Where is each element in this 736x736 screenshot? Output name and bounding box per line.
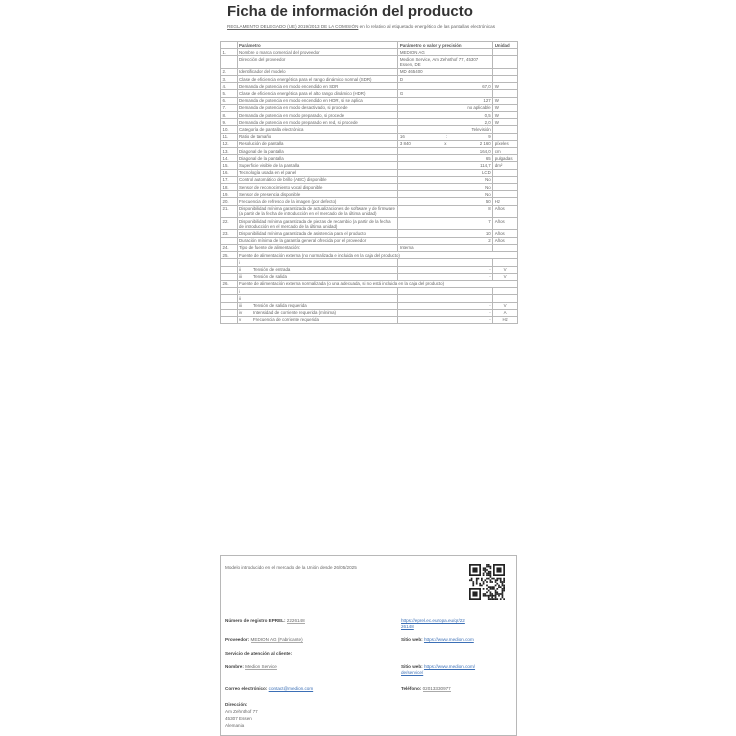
table-row	[221, 191, 518, 198]
row-param: Resolución de pantalla	[237, 140, 398, 147]
row-unit: W	[493, 104, 518, 111]
row-unit	[493, 191, 518, 198]
row-num: 18.	[221, 184, 238, 191]
row-param: Clase de eficiencia energética para el alto rango dinámico (HDR)	[237, 90, 398, 97]
sub-unit: V	[493, 273, 518, 280]
row-value: G	[398, 90, 493, 97]
table-row	[221, 176, 518, 183]
row-value: 67,0	[398, 83, 493, 90]
row-unit: W	[493, 112, 518, 119]
row-num: 2.	[221, 68, 238, 75]
row-num	[221, 302, 238, 309]
row-param: Diagonal de la pantalla	[237, 148, 398, 155]
psu-ext-title-row	[221, 252, 518, 259]
row-num: 25.	[221, 252, 238, 259]
table-row	[221, 68, 518, 75]
header-unit: Unidad	[493, 42, 518, 49]
eprel-link-cont[interactable]: 26148	[401, 624, 414, 629]
table-row	[221, 49, 518, 56]
row-param: Demanda de potencia en modo encendido en HDR, si se aplica	[237, 97, 398, 104]
header-param: Parámetro	[237, 42, 398, 49]
name-label: Nombre:	[225, 664, 244, 669]
row-param: Sensor de presencia disponible	[237, 191, 398, 198]
footer-box	[220, 555, 517, 736]
row-param: Nombre o marca comercial del proveedor	[237, 49, 398, 56]
table-row	[221, 119, 518, 126]
row-param: Control automático de brillo (ABC) disponible	[237, 176, 398, 183]
row-param: Demanda de potencia en modo encendido en SDR	[237, 83, 398, 90]
row-num: 14.	[221, 155, 238, 162]
row-num	[221, 259, 238, 266]
website-link[interactable]: https://www.medion.com	[423, 637, 474, 642]
row-param: Diagonal de la pantalla	[237, 155, 398, 162]
row-num: 16.	[221, 169, 238, 176]
sub-param	[237, 295, 398, 302]
address-line-1: Am Zehnthof 77	[225, 709, 258, 714]
table-row	[221, 244, 518, 251]
sub-param	[237, 316, 398, 323]
provider-value: MEDION AG (Fabricante)	[250, 637, 303, 642]
table-row	[221, 97, 518, 104]
row-num	[221, 309, 238, 316]
row-unit	[493, 126, 518, 133]
sub-unit	[493, 259, 518, 266]
row-unit: Años	[493, 237, 518, 244]
row-num	[221, 266, 238, 273]
row-unit	[493, 184, 518, 191]
spec-table	[220, 41, 518, 324]
sub-row	[221, 266, 518, 273]
sub-value: -	[398, 309, 493, 316]
row-num: 15.	[221, 162, 238, 169]
row-unit	[493, 169, 518, 176]
row-param: Demanda de potencia en modo desactivado, si procede	[237, 104, 398, 111]
regulation-desc: en lo relativo al etiquetado energético de las pantallas electrónicas	[358, 24, 496, 29]
phone-value: 02013330977	[422, 686, 451, 691]
row-value: Televisión	[398, 126, 493, 133]
row-param: Clase de eficiencia energética para el rango dinámico normal (SDR)	[237, 76, 398, 83]
row-num	[221, 56, 238, 68]
resolution-b: 2 160	[479, 141, 491, 147]
table-row	[221, 126, 518, 133]
sub-roman: iii	[239, 303, 242, 309]
sub-unit	[493, 288, 518, 295]
row-unit	[493, 244, 518, 251]
row-value: 8	[398, 205, 493, 217]
table-row	[221, 198, 518, 205]
sub-label: Frecuencia de corriente requerida	[253, 317, 319, 323]
row-value: MEDION AG	[398, 49, 493, 56]
row-unit: W	[493, 119, 518, 126]
row-unit: píxeles	[493, 140, 518, 147]
row-num	[221, 316, 238, 323]
row-value: 50	[398, 198, 493, 205]
sub-label: Tensión de entrada	[253, 267, 291, 272]
email-label: Correo electrónico:	[225, 686, 268, 691]
row-value: 114,7	[398, 162, 493, 169]
resolution-value	[398, 140, 493, 147]
phone-label: Teléfono:	[401, 686, 422, 691]
sub-param	[237, 302, 398, 309]
table-row	[221, 133, 518, 140]
address-line-3: Alemania	[225, 723, 245, 728]
row-unit	[493, 49, 518, 56]
row-unit: Hz	[493, 198, 518, 205]
name-value: Medion Service	[245, 664, 277, 669]
table-row	[221, 162, 518, 169]
sub-unit: Hz	[493, 316, 518, 323]
row-param: Dirección del proveedor	[237, 56, 398, 68]
row-num: 23.	[221, 230, 238, 237]
row-num: 24.	[221, 244, 238, 251]
row-num	[221, 288, 238, 295]
row-unit	[493, 56, 518, 68]
header-value: Parámetro o valor y precisión	[398, 42, 493, 49]
sub-row	[221, 309, 518, 316]
row-param: Demanda de potencia en modo preparado en red, si procede	[237, 119, 398, 126]
sub-param	[237, 266, 398, 273]
row-value: no aplicable	[398, 104, 493, 111]
intro-text	[227, 24, 517, 30]
table-row	[221, 90, 518, 97]
sub-value	[398, 259, 493, 266]
ratio-a: 16	[399, 134, 405, 140]
row-num: 11.	[221, 133, 238, 140]
ratio-sep: :	[445, 134, 448, 140]
sub-roman: i	[239, 259, 240, 265]
row-value: 10	[398, 230, 493, 237]
sub-label: Intensidad de corriente requerida (mínima)	[253, 310, 336, 316]
row-param: Demanda de potencia en modo preparado, si procede	[237, 112, 398, 119]
table-row	[221, 169, 518, 176]
email-link[interactable]: contact@medion.com	[268, 686, 314, 691]
row-num	[221, 273, 238, 280]
row-value: No	[398, 191, 493, 198]
row-param: Ratio de tamaño	[237, 133, 398, 140]
row-param: Duración mínima de la garantía general ofrecida por el proveedor	[237, 237, 398, 244]
sub-value: -	[398, 266, 493, 273]
row-num: 19.	[221, 191, 238, 198]
table-row	[221, 104, 518, 111]
qr-code-icon	[469, 564, 505, 600]
row-value: MD 465400	[398, 68, 493, 75]
row-value: No	[398, 176, 493, 183]
resolution-a: 3 840	[399, 141, 411, 147]
row-num: 12.	[221, 140, 238, 147]
row-unit	[493, 68, 518, 75]
psu-ext-title: Fuente de alimentación externa (no normalizada e incluida en la caja del producto)	[237, 252, 518, 259]
sub-row	[221, 273, 518, 280]
row-value: 65	[398, 155, 493, 162]
row-unit	[493, 133, 518, 140]
row-unit: Años	[493, 230, 518, 237]
row-num: 4.	[221, 83, 238, 90]
row-num: 17.	[221, 176, 238, 183]
row-param: Tecnología usada en el panel	[237, 169, 398, 176]
model-date: Modelo introducido en el mercado de la Unión desde 26/05/2025	[225, 565, 357, 570]
table-row	[221, 140, 518, 147]
row-num	[221, 295, 238, 302]
row-value: LCD	[398, 169, 493, 176]
row-unit: Años	[493, 205, 518, 217]
row-unit	[493, 76, 518, 83]
website-label: Sitio web:	[401, 637, 423, 642]
ratio-value	[398, 133, 493, 140]
sub-value	[398, 295, 493, 302]
table-row	[221, 112, 518, 119]
row-num	[221, 237, 238, 244]
sub-value: -	[398, 273, 493, 280]
sub-param	[237, 309, 398, 316]
sub-row	[221, 316, 518, 323]
row-value: 164,0	[398, 148, 493, 155]
table-row	[221, 237, 518, 244]
eprel-label: Número de registro EPREL:	[225, 618, 286, 623]
row-num: 1.	[221, 49, 238, 56]
table-row	[221, 148, 518, 155]
page-title: Ficha de información del producto	[227, 3, 473, 20]
table-row	[221, 56, 518, 68]
sub-label: Tensión de salida requerida	[253, 303, 307, 309]
row-unit: cm	[493, 148, 518, 155]
row-value: Interna	[398, 244, 493, 251]
service-web-link[interactable]: https://www.medion.com/	[423, 664, 476, 669]
row-unit: dm²	[493, 162, 518, 169]
row-value: 7	[398, 218, 493, 230]
row-num: 22.	[221, 218, 238, 230]
eprel-value: 2226148	[286, 618, 305, 623]
sub-roman: ii	[239, 267, 241, 272]
sub-unit: V	[493, 302, 518, 309]
row-num: 3.	[221, 76, 238, 83]
row-param: Identificador del modelo	[237, 68, 398, 75]
sub-roman: i	[239, 288, 240, 294]
row-value: No	[398, 184, 493, 191]
row-num: 13.	[221, 148, 238, 155]
table-row	[221, 76, 518, 83]
row-value: 0,5	[398, 112, 493, 119]
row-param: Disponibilidad mínima garantizada de actualizaciones de software y de firmware (a partir de la fecha de introducción en el mercado de la última unidad)	[237, 205, 398, 217]
row-num: 6.	[221, 97, 238, 104]
psu-norm-title-row	[221, 280, 518, 287]
row-value: 127	[398, 97, 493, 104]
row-num: 8.	[221, 112, 238, 119]
sub-unit: A	[493, 309, 518, 316]
row-value: 2	[398, 237, 493, 244]
row-param: Frecuencia de refresco de la imagen (por defecto)	[237, 198, 398, 205]
service-web-label: Sitio web:	[401, 664, 423, 669]
sub-param	[237, 273, 398, 280]
row-num: 5.	[221, 90, 238, 97]
service-web-link-cont[interactable]: de/service/	[401, 670, 424, 675]
row-unit: Años	[493, 218, 518, 230]
table-row	[221, 230, 518, 237]
row-param: Superficie visible de la pantalla	[237, 162, 398, 169]
ratio-b: 9	[488, 134, 491, 140]
resolution-sep: x	[444, 141, 447, 147]
sub-unit	[493, 295, 518, 302]
sub-roman: iii	[239, 274, 242, 280]
table-row	[221, 83, 518, 90]
sub-value: -	[398, 302, 493, 309]
psu-norm-title: Fuente de alimentación externa normalizada (o una adecuada, si no está incluida en la caja del producto)	[237, 280, 518, 287]
row-num: 20.	[221, 198, 238, 205]
sub-roman: iv	[239, 310, 243, 316]
row-value: Medion Service, Am Zehnthof 77, 45307 Essen, DE	[398, 56, 493, 68]
sub-value	[398, 288, 493, 295]
row-param: Disponibilidad mínima garantizada de asistencia para el producto	[237, 230, 398, 237]
row-unit: W	[493, 97, 518, 104]
table-row	[221, 184, 518, 191]
sub-row	[221, 288, 518, 295]
row-param: Disponibilidad mínima garantizada de piezas de recambio (a partir de la fecha de introducción en el mercado de la última unidad)	[237, 218, 398, 230]
row-num: 26.	[221, 280, 238, 287]
table-row	[221, 218, 518, 230]
row-value: 2,0	[398, 119, 493, 126]
address-line-2: 45307 Essen	[225, 716, 252, 721]
row-num: 10.	[221, 126, 238, 133]
row-unit	[493, 176, 518, 183]
table-row	[221, 155, 518, 162]
sub-roman: ii	[239, 295, 241, 301]
row-num: 9.	[221, 119, 238, 126]
sub-label: Tensión de salida	[253, 274, 287, 280]
eprel-link[interactable]: https://eprel.ec.europa.eu/qr/22	[401, 618, 465, 623]
row-unit	[493, 90, 518, 97]
provider-label: Proveedor:	[225, 637, 250, 642]
sub-row	[221, 302, 518, 309]
sub-value: -	[398, 316, 493, 323]
row-num: 7.	[221, 104, 238, 111]
row-unit: pulgadas	[493, 155, 518, 162]
row-num: 21.	[221, 205, 238, 217]
table-row	[221, 205, 518, 217]
sub-row	[221, 259, 518, 266]
sub-roman: v	[239, 317, 242, 323]
address-label: Dirección:	[225, 702, 248, 707]
row-unit: W	[493, 83, 518, 90]
sub-param	[237, 259, 398, 266]
row-param: Categoría de pantalla electrónica	[237, 126, 398, 133]
row-param: Sensor de reconocimiento vocal disponible	[237, 184, 398, 191]
table-header	[221, 42, 518, 49]
sub-row	[221, 295, 518, 302]
row-param: Tipo de fuente de alimentación:	[237, 244, 398, 251]
header-num	[221, 42, 238, 49]
sub-param	[237, 288, 398, 295]
regulation-ref: REGLAMENTO DELEGADO (UE) 2019/2013 DE LA COMISIÓN	[227, 24, 359, 29]
sub-unit: V	[493, 266, 518, 273]
row-value: D	[398, 76, 493, 83]
service-title: Servicio de atención al cliente:	[225, 651, 293, 656]
